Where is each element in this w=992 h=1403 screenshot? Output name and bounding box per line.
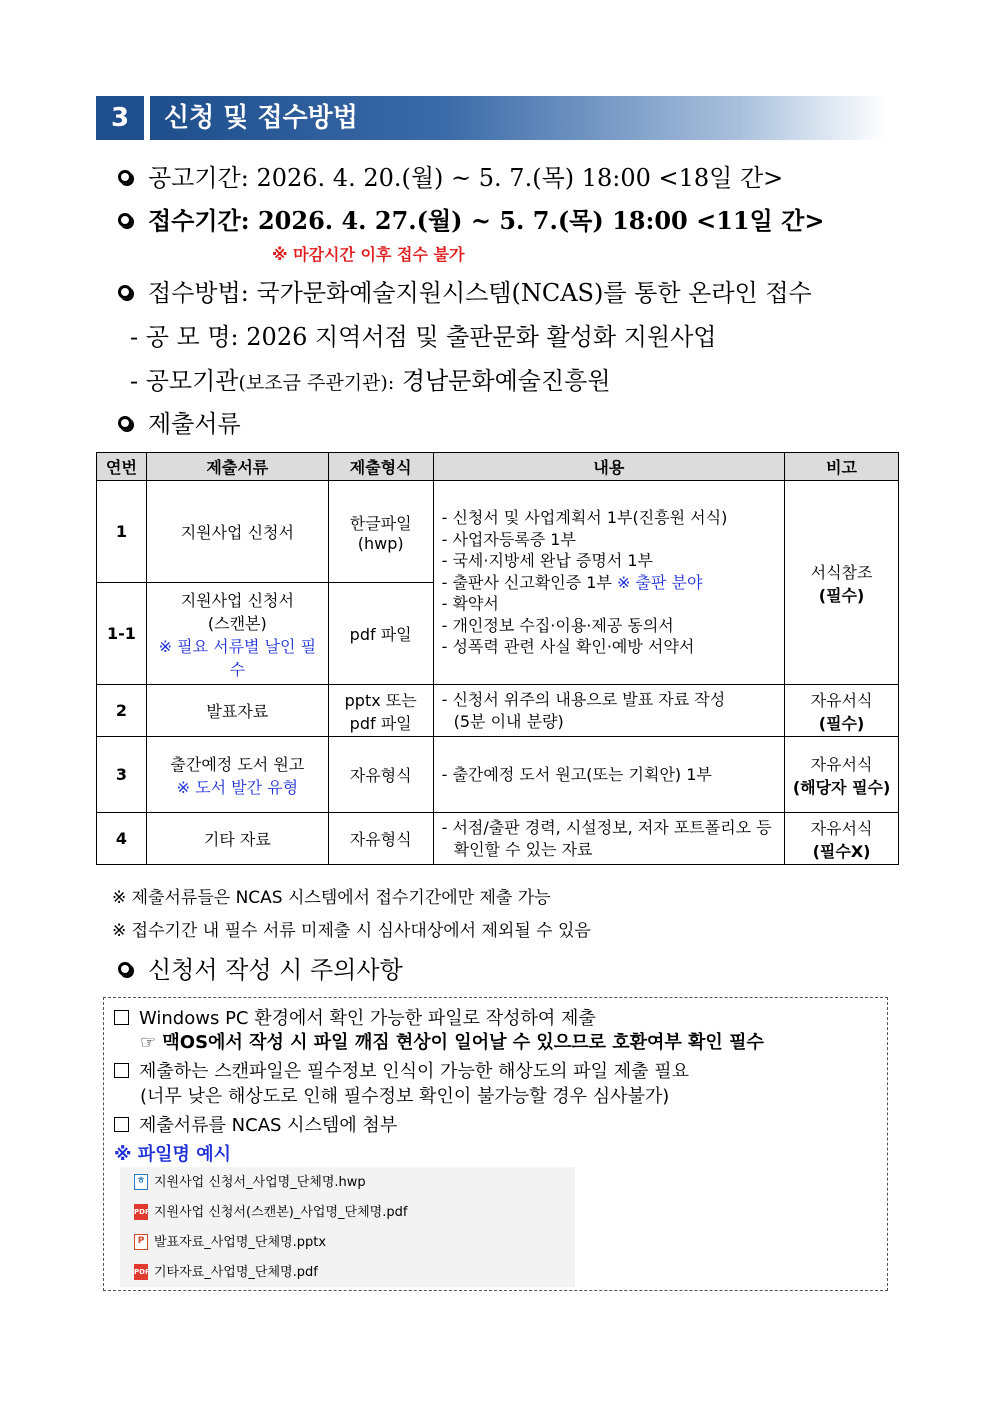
agency-sub: (보조금 주관기관): (238, 372, 395, 394)
row-content (433, 685, 785, 737)
checkbox-icon (114, 1063, 129, 1078)
content-line: - 신청서 및 사업계획서 1부(진흥원 서식) (441, 508, 728, 528)
content-note: ※ 출판 분야 (617, 572, 703, 592)
docs-heading-text: 제출서류 (148, 410, 241, 438)
row-content (433, 813, 785, 865)
file-name: 지원사업 신청서(스캔본)_사업명_단체명.pdf (154, 1205, 408, 1220)
header-doc: 제출서류 (146, 453, 328, 481)
file-example-heading: ※ 파일명 예시 (114, 1144, 231, 1165)
bullet-icon (118, 962, 132, 976)
bullet-icon (118, 213, 132, 227)
remark-line: 자유서식 (810, 818, 873, 838)
program-name-label: - 공 모 명: (130, 323, 239, 351)
content-line (442, 572, 781, 594)
doc-line: 출간예정 도서 원고 (170, 754, 305, 774)
row-remark (785, 813, 899, 865)
file-item (134, 1261, 318, 1281)
remark-line: 자유서식 (810, 754, 873, 774)
caution-subitem: (너무 낮은 해상도로 인해 필수정보 확인이 불가능할 경우 심사불가) (140, 1086, 670, 1107)
announce-period-label: 공고기간: (148, 164, 249, 192)
row-content: - 출간예정 도서 원고(또는 기획안) 1부 (433, 737, 785, 813)
remark-line: (필수) (818, 713, 865, 733)
doc-line: 지원사업 신청서 (180, 590, 294, 610)
file-example-list (120, 1167, 575, 1287)
row-doc (146, 737, 328, 813)
format-line: pptx 또는 (344, 690, 417, 710)
caution-text: 제출하는 스캔파일은 필수정보 인식이 가능한 해상도의 파일 제출 필요 (139, 1061, 690, 1082)
row-doc: 지원사업 신청서 (146, 481, 328, 583)
pdf-file-icon: PDF (134, 1264, 148, 1280)
content-line: - 확약서 (441, 594, 499, 614)
pdf-file-icon: PDF (134, 1204, 148, 1220)
row-no: 2 (97, 685, 147, 737)
bullet-icon (118, 416, 132, 430)
content-line: (5분 이내 분량) (453, 711, 564, 731)
content-line: 확인할 수 있는 자료 (453, 839, 593, 859)
receipt-method (118, 273, 812, 308)
hwp-file-icon: ㅎ (134, 1174, 148, 1190)
section-title: 신청 및 접수방법 (164, 103, 358, 133)
format-line: pdf 파일 (349, 713, 412, 733)
bullet-icon (118, 170, 132, 184)
row-doc: 발표자료 (146, 685, 328, 737)
row-remark (785, 737, 899, 813)
row-no: 1 (97, 481, 147, 583)
row-no: 3 (97, 737, 147, 813)
row-doc (146, 583, 328, 685)
row-no: 4 (97, 813, 147, 865)
remark-line: 자유서식 (810, 690, 873, 710)
bullet-icon (118, 285, 132, 299)
table-row (97, 737, 899, 813)
file-name: 기타자료_사업명_단체명.pdf (154, 1265, 318, 1280)
receipt-period (118, 201, 824, 236)
caution-subitem: ☞ 맥OS에서 작성 시 파일 깨짐 현상이 일어날 수 있으므로 호환여부 확인 필수 (140, 1032, 764, 1053)
row-format: pdf 파일 (328, 583, 433, 685)
caution-box (103, 997, 888, 1291)
agency-value: 경남문화예술진흥원 (401, 367, 611, 395)
caution-heading (118, 950, 403, 985)
table-row (97, 813, 899, 865)
file-name: 지원사업 신청서_사업명_단체명.hwp (154, 1175, 366, 1190)
content-line: - 개인정보 수집·이용·제공 동의서 (441, 615, 674, 635)
section-header (96, 96, 886, 140)
row-doc: 기타 자료 (146, 813, 328, 865)
file-item (134, 1171, 366, 1191)
content-text: - 출판사 신고확인증 1부 (441, 572, 618, 592)
checkbox-icon (114, 1117, 129, 1132)
agency-label: - 공모기관 (130, 367, 239, 395)
receipt-method-value: 국가문화예술지원시스템(NCAS)를 통한 온라인 접수 (256, 279, 812, 307)
format-line: 한글파일 (349, 513, 412, 533)
content-line: - 서점/출판 경력, 시설정보, 저자 포트폴리오 등 (441, 818, 772, 837)
caution-item (114, 1111, 397, 1137)
row-format (328, 685, 433, 737)
section-title-bar (150, 96, 886, 140)
caution-text: 제출서류를 NCAS 시스템에 첨부 (139, 1115, 398, 1136)
documents-table (96, 452, 899, 865)
doc-note: ※ 도서 발간 유형 (176, 777, 299, 797)
file-item (134, 1201, 407, 1221)
remark-line: (필수X) (812, 841, 871, 861)
deadline-note: ※ 마감시간 이후 접수 불가 (272, 245, 465, 264)
announce-period-value: 2026. 4. 20.(월) ~ 5. 7.(목) 18:00 <18일 간> (256, 164, 784, 192)
content-line: - 성폭력 관련 사실 확인·예방 서약서 (441, 637, 695, 657)
receipt-period-value: 2026. 4. 27.(월) ~ 5. 7.(목) 18:00 <11일 간> (257, 206, 825, 235)
header-remark: 비고 (785, 453, 899, 481)
row-remark (785, 685, 899, 737)
announce-period (118, 158, 783, 193)
program-name (130, 317, 716, 352)
row-content (433, 481, 785, 685)
program-name-value: 2026 지역서점 및 출판문화 활성화 지원사업 (246, 323, 717, 351)
caution-heading-text: 신청서 작성 시 주의사항 (148, 956, 403, 984)
remark-line: (필수) (818, 585, 865, 605)
agency (130, 361, 611, 396)
content-line: - 사업자등록증 1부 (441, 529, 576, 549)
header-content: 내용 (433, 453, 785, 481)
table-header-row (97, 453, 899, 481)
submission-note: ※ 제출서류들은 NCAS 시스템에서 접수기간에만 제출 가능 (112, 888, 551, 908)
docs-heading (118, 404, 241, 439)
content-line: - 국세·지방세 완납 증명서 1부 (441, 551, 654, 571)
receipt-method-label: 접수방법: (148, 279, 249, 307)
file-item (134, 1231, 326, 1251)
receipt-period-label: 접수기간: (148, 206, 250, 235)
row-remark (785, 481, 899, 685)
file-name: 발표자료_사업명_단체명.pptx (154, 1235, 327, 1250)
format-line: (hwp) (357, 533, 404, 553)
doc-line: (스캔본) (207, 613, 267, 633)
header-no: 연번 (97, 453, 147, 481)
row-format: 자유형식 (328, 813, 433, 865)
pptx-file-icon: P (134, 1234, 148, 1250)
remark-line: (해당자 필수) (792, 777, 891, 797)
header-format: 제출형식 (328, 453, 433, 481)
table-row (97, 481, 899, 583)
row-format (328, 481, 433, 583)
checkbox-icon (114, 1010, 129, 1025)
caution-text: Windows PC 환경에서 확인 가능한 파일로 작성하여 제출 (139, 1008, 596, 1029)
submission-note: ※ 접수기간 내 필수 서류 미제출 시 심사대상에서 제외될 수 있음 (112, 921, 591, 941)
table-row (97, 685, 899, 737)
caution-item (114, 1057, 689, 1083)
row-format: 자유형식 (328, 737, 433, 813)
row-no: 1-1 (97, 583, 147, 685)
caution-item (114, 1004, 596, 1030)
content-line: - 신청서 위주의 내용으로 발표 자료 작성 (441, 690, 726, 709)
remark-line: 서식참조 (810, 562, 873, 582)
section-number: 3 (96, 96, 144, 140)
doc-note: ※ 필요 서류별 날인 필수 (158, 636, 317, 679)
